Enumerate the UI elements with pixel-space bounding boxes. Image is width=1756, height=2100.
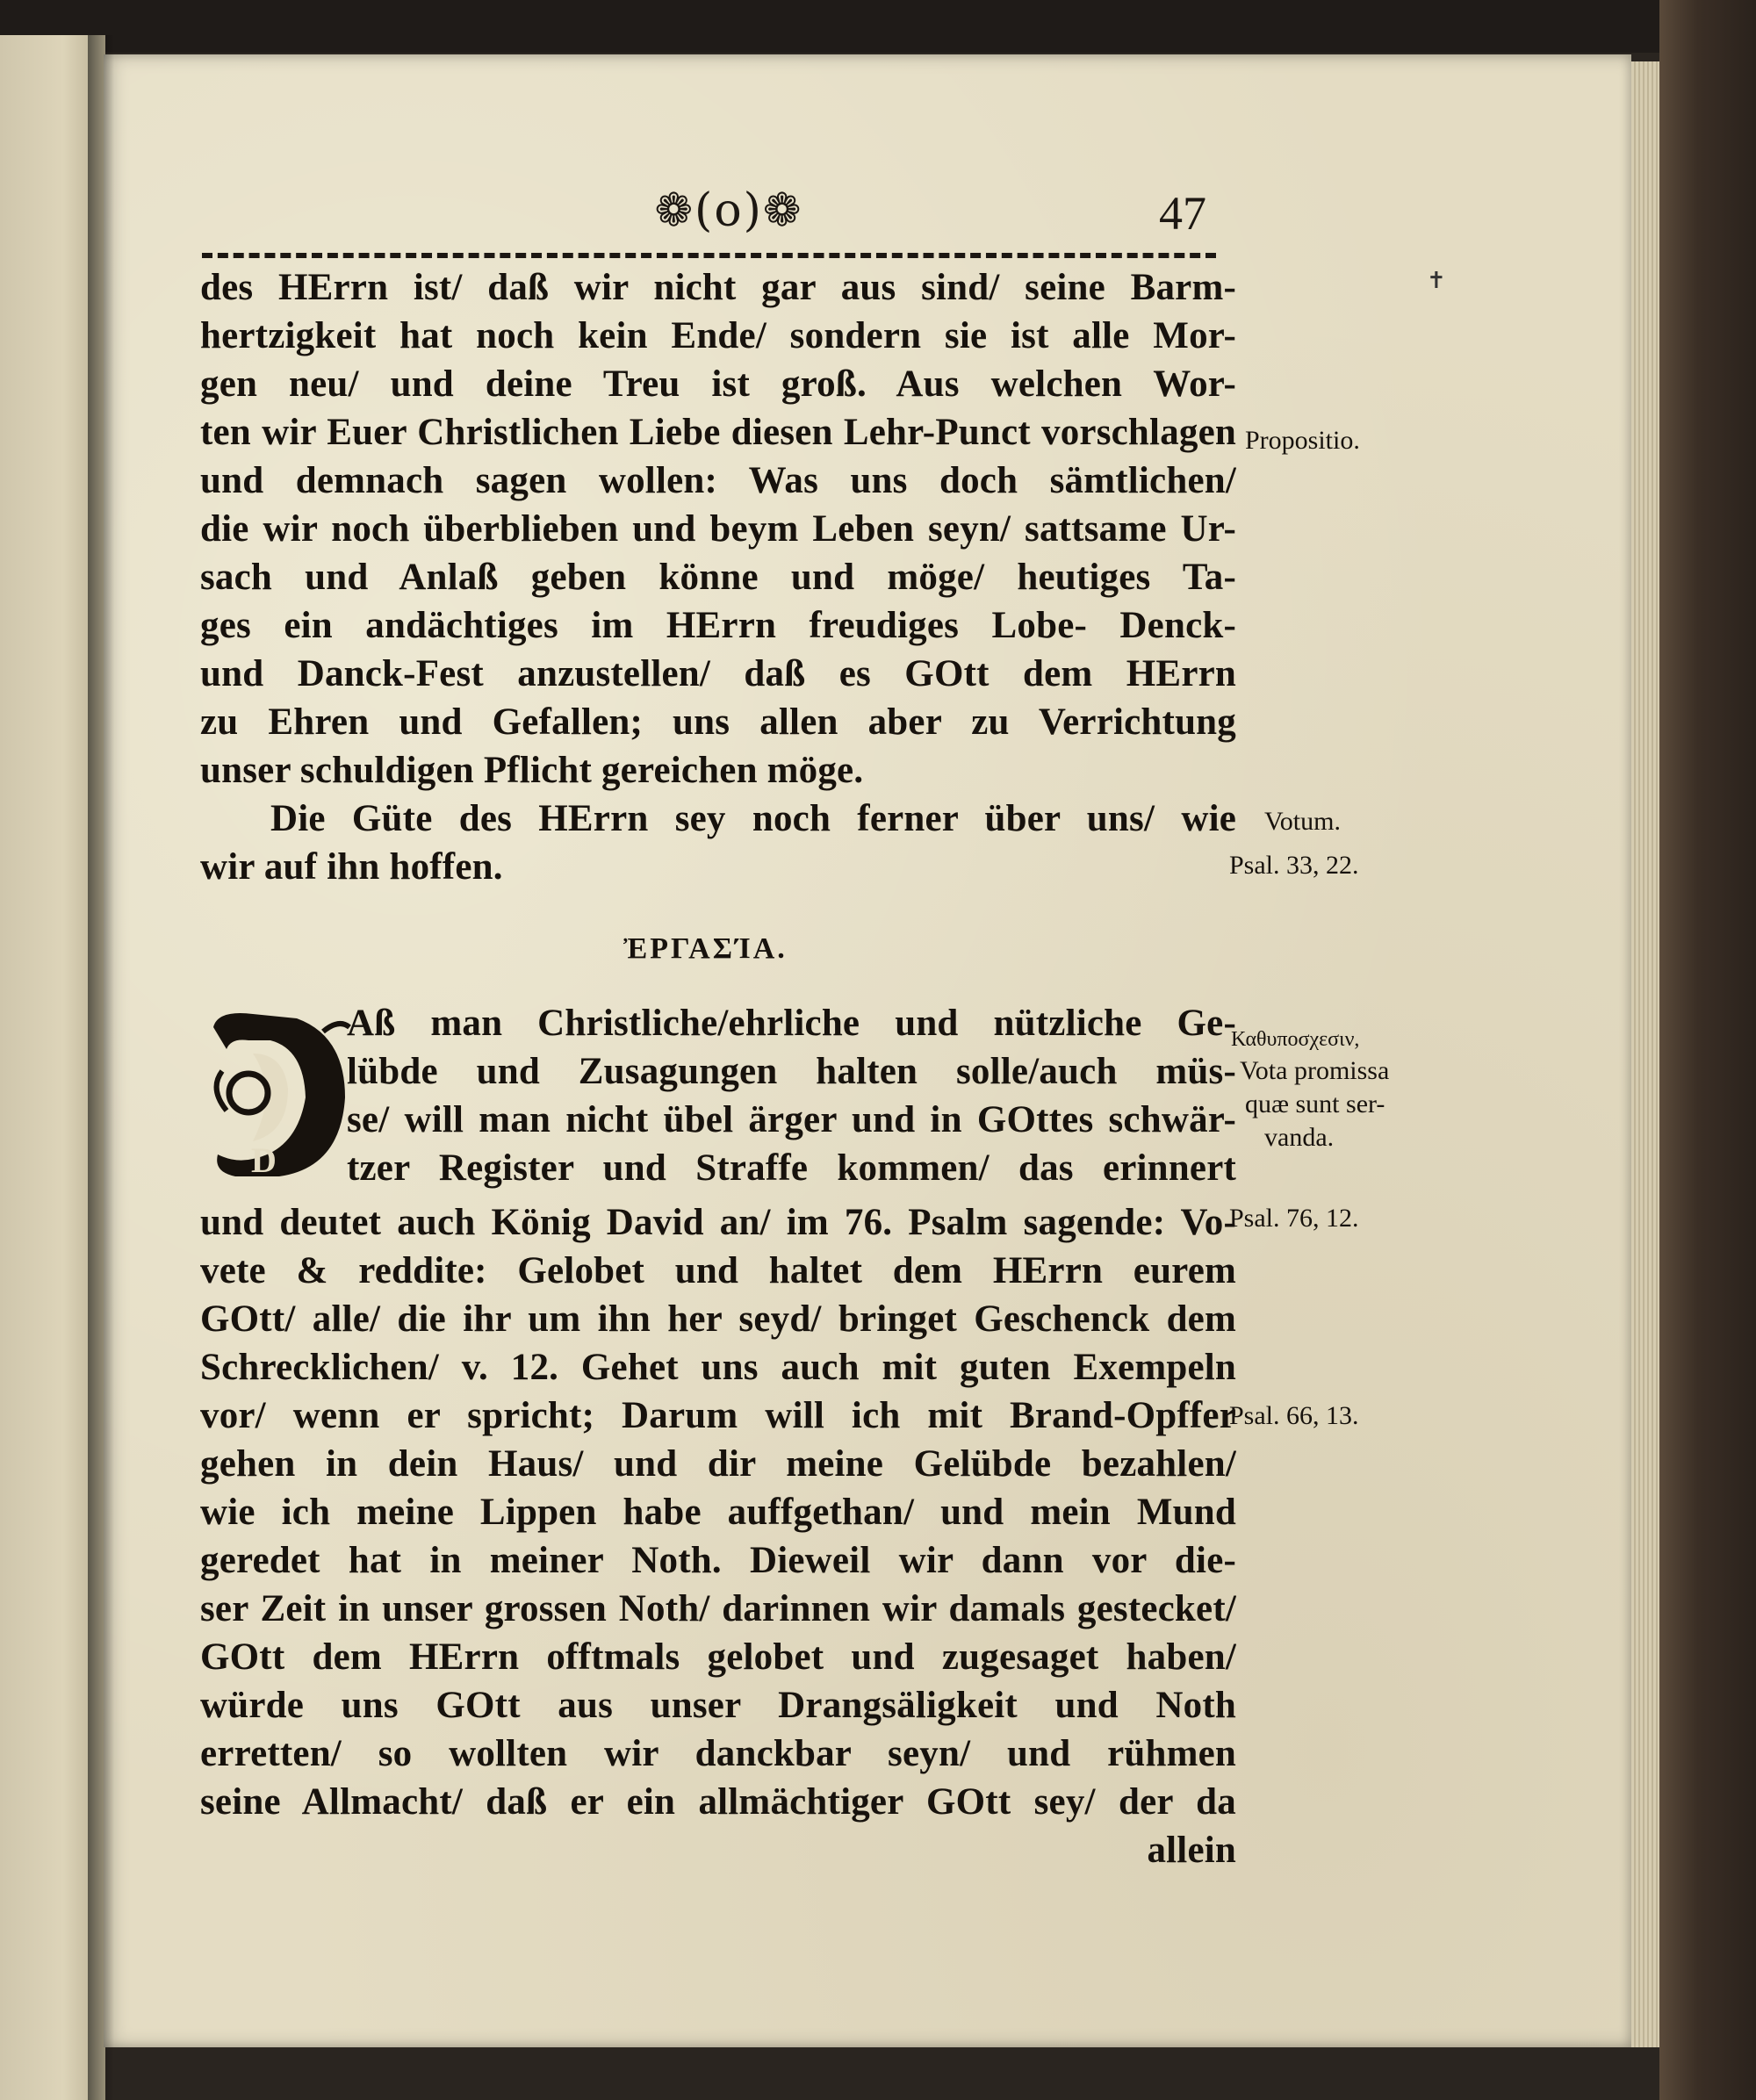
text-line: geredet hat in meiner Noth. Dieweil wir dann vor die- bbox=[200, 1540, 1236, 1581]
margin-note-vota-3: vanda. bbox=[1264, 1123, 1335, 1152]
margin-note-vota-2: quæ sunt ser- bbox=[1245, 1090, 1385, 1118]
text-line: tzer Register und Straffe kommen/ das erinnert bbox=[347, 1147, 1236, 1189]
text-line: se/ will man nicht übel ärger und in GOttes schwär- bbox=[347, 1099, 1236, 1140]
drop-initial-letter: D bbox=[251, 1140, 277, 1180]
text-line: und demnach sagen wollen: Was uns doch sämtlichen/ bbox=[200, 460, 1236, 501]
book-cover-right bbox=[1659, 0, 1756, 2100]
text-line: ges ein andächtiges im HErrn freudiges Lobe- Denck- bbox=[200, 605, 1236, 646]
section-heading: ἘΡΓΑΣΊΑ. bbox=[623, 932, 788, 965]
margin-note-votum: Votum. bbox=[1264, 807, 1341, 836]
margin-note-psalm-33: Psal. 33, 22. bbox=[1229, 851, 1359, 880]
page-fore-edge bbox=[1631, 61, 1659, 2047]
text-line: vor/ wenn er spricht; Darum will ich mit Brand-Opffer bbox=[200, 1395, 1236, 1436]
text-line: würde uns GOtt aus unser Drangsäligkeit und Noth bbox=[200, 1685, 1236, 1726]
margin-note-psalm-76: Psal. 76, 12. bbox=[1229, 1204, 1359, 1233]
text-line: wir auf ihn hoffen. bbox=[200, 846, 503, 888]
text-line: vete & reddite: Gelobet und haltet dem HErrn eurem bbox=[200, 1250, 1236, 1291]
text-line: erretten/ so wollten wir danckbar seyn/ und rühmen bbox=[200, 1733, 1236, 1774]
book-cover-top bbox=[0, 0, 1756, 53]
text-line: Die Güte des HErrn sey noch ferner über uns/ wie bbox=[270, 798, 1236, 839]
text-line: GOtt/ alle/ die ihr um ihn her seyd/ bringet Geschenck dem bbox=[200, 1298, 1236, 1340]
text-line: und deutet auch König David an/ im 76. Psalm sagende: Vo- bbox=[200, 1202, 1236, 1243]
header-rule bbox=[202, 253, 1216, 258]
text-line: ser Zeit in unser grossen Noth/ darinnen wir damals gestecket/ bbox=[200, 1588, 1236, 1629]
header-ornament: ❁(o)❁ bbox=[654, 184, 803, 237]
margin-note-greek: Καθυποσχεσιν, bbox=[1231, 1028, 1360, 1051]
text-line: seine Allmacht/ daß er ein allmächtiger GOtt sey/ der da bbox=[200, 1781, 1236, 1823]
text-line: Schrecklichen/ v. 12. Gehet uns auch mit guten Exempeln bbox=[200, 1347, 1236, 1388]
catchword: allein bbox=[1147, 1830, 1236, 1871]
text-line: sach und Anlaß geben könne und möge/ heutiges Ta- bbox=[200, 557, 1236, 598]
margin-note-vota-1: Vota promissa bbox=[1240, 1056, 1390, 1085]
text-line: gehen in dein Haus/ und dir meine Gelübde bezahlen/ bbox=[200, 1443, 1236, 1485]
body-text-drop bbox=[347, 999, 1236, 1192]
margin-note-propositio: Propositio. bbox=[1245, 426, 1360, 455]
body-text-bottom bbox=[200, 1198, 1236, 1874]
text-line: wie ich meine Lippen habe auffgethan/ und mein Mund bbox=[200, 1492, 1236, 1533]
body-text-top bbox=[200, 263, 1236, 891]
text-line: zu Ehren und Gefallen; uns allen aber zu Verrichtung bbox=[200, 701, 1236, 743]
text-line: hertzigkeit hat noch kein Ende/ sondern sie ist alle Mor- bbox=[200, 315, 1236, 356]
text-line: unser schuldigen Pflicht gereichen möge. bbox=[200, 750, 864, 791]
text-line: ten wir Euer Christlichen Liebe diesen Lehr-Punct vorschlagen bbox=[200, 412, 1236, 453]
text-line: GOtt dem HErrn offtmals gelobet und zugesaget haben/ bbox=[200, 1636, 1236, 1678]
spine-shadow bbox=[88, 35, 114, 2100]
text-line: lübde und Zusagungen halten solle/auch müs- bbox=[347, 1051, 1236, 1092]
text-line: und Danck-Fest anzustellen/ daß es GOtt dem HErrn bbox=[200, 653, 1236, 694]
text-line: Aß man Christliche/ehrliche und nützliche Ge- bbox=[347, 1003, 1236, 1044]
text-line: des HErrn ist/ daß wir nicht gar aus sind/ seine Barm- bbox=[200, 267, 1236, 308]
text-line: gen neu/ und deine Treu ist groß. Aus welchen Wor- bbox=[200, 363, 1236, 405]
margin-note-psalm-66: Psal. 66, 13. bbox=[1229, 1401, 1359, 1430]
drop-initial-d bbox=[200, 1001, 354, 1185]
margin-mark: ✝ bbox=[1427, 268, 1446, 294]
page-number: 47 bbox=[1159, 187, 1206, 240]
text-line: die wir noch überblieben und beym Leben seyn/ sattsame Ur- bbox=[200, 508, 1236, 550]
